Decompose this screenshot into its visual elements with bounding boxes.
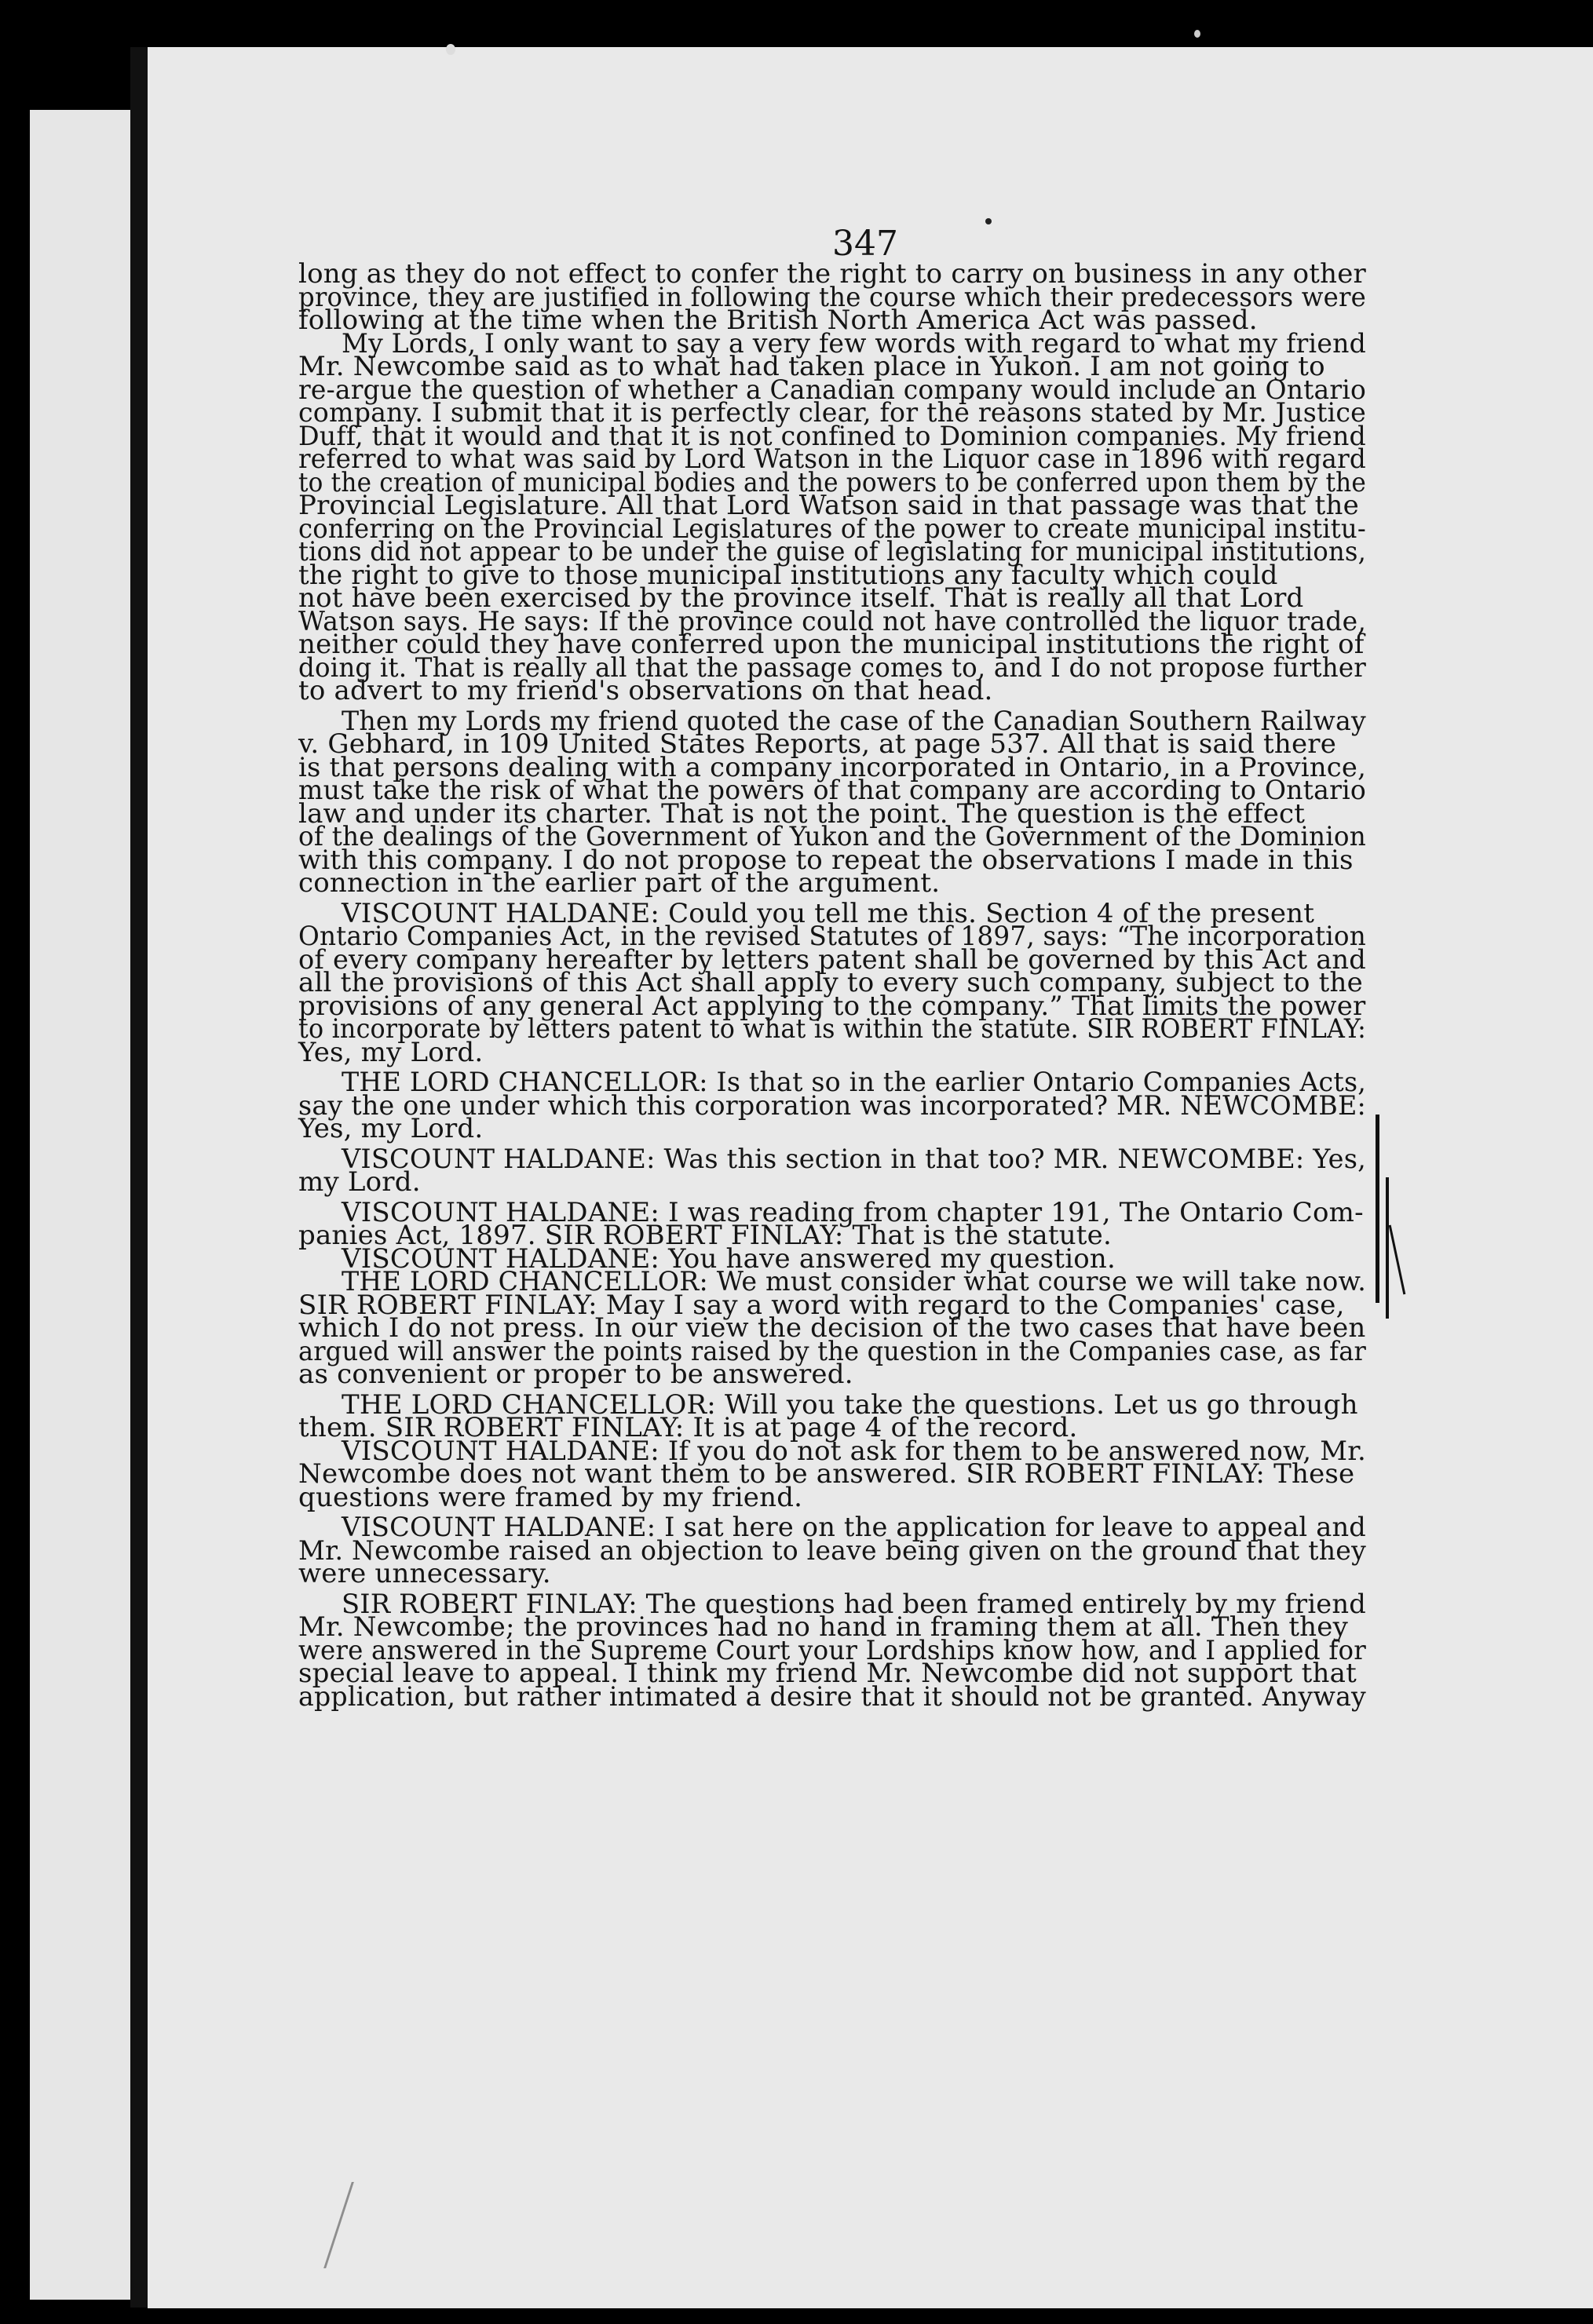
text-line: My Lords, I only want to say a very few words with regard to what my friend: [342, 327, 1366, 359]
text-line: v. Gebhard, in 109 United States Reports, at page 537. All that is said there: [298, 728, 1337, 760]
text-line: company. I submit that it is perfectly clear, for the reasons stated by Mr. Justice: [298, 397, 1366, 429]
text-line: VISCOUNT HALDANE: You have answered my question.: [342, 1242, 1116, 1275]
text-line: THE LORD CHANCELLOR: Will you take the questions. Let us go through: [342, 1388, 1358, 1421]
text-line: long as they do not effect to confer the right to carry on business in any other: [298, 258, 1366, 290]
document-body: [298, 258, 1366, 1713]
text-line: SIR ROBERT FINLAY: The questions had been framed entirely by my friend: [342, 1588, 1366, 1620]
text-line: THE LORD CHANCELLOR: Is that so in the earlier Ontario Companies Acts,: [342, 1067, 1366, 1098]
text-line: Mr. Newcombe raised an objection to leave being given on the ground that they: [298, 1534, 1366, 1567]
text-line: must take the risk of what the powers of that company are according to Ontario: [298, 775, 1366, 806]
text-line: Mr. Newcombe; the provinces had no hand in framing them at all. Then they: [298, 1611, 1349, 1643]
text-line: Watson says. He says: If the province could not have controlled the liquor trade,: [298, 605, 1366, 637]
text-line: the right to give to those municipal institutions any faculty which could: [298, 559, 1278, 591]
text-line: which I do not press. In our view the decision of the two cases that have been: [298, 1312, 1366, 1344]
text-line: were unnecessary.: [298, 1558, 551, 1589]
text-line: not have been exercised by the province itself. That is really all that Lord: [298, 582, 1304, 614]
text-line: all the provisions of this Act shall apply to every such company, subject to the: [298, 967, 1363, 998]
text-line: to the creation of municipal bodies and the powers to be conferred upon them by the: [298, 466, 1366, 498]
text-line: neither could they have conferred upon the municipal institutions the right of: [298, 629, 1365, 660]
text-line: Mr. Newcombe said as to what had taken place in Yukon. I am not going to: [298, 351, 1325, 382]
text-line: with this company. I do not propose to repeat the observations I made in this: [298, 844, 1354, 876]
text-line: province, they are justified in following the course which their predecessors were: [298, 281, 1366, 313]
book-spine-shadow: [130, 47, 148, 2308]
text-line: VISCOUNT HALDANE: I was reading from chapter 191, The Ontario Com-: [342, 1196, 1364, 1228]
text-line: questions were framed by my friend.: [298, 1481, 803, 1513]
text-line: VISCOUNT HALDANE: I sat here on the application for leave to appeal and: [342, 1512, 1366, 1543]
text-line: VISCOUNT HALDANE: Was this section in that too? MR. NEWCOMBE: Yes,: [342, 1143, 1366, 1175]
page-number: 347: [832, 224, 898, 264]
text-line: Yes, my Lord.: [298, 1113, 484, 1144]
text-line: provisions of any general Act applying to the company.” That limits the power: [298, 990, 1366, 1022]
text-line: Newcombe does not want them to be answered. SIR ROBERT FINLAY: These: [298, 1458, 1355, 1490]
text-line: to advert to my friend's observations on that head.: [298, 675, 993, 706]
text-line: panies Act, 1897. SIR ROBERT FINLAY: That is the statute.: [298, 1220, 1112, 1251]
text-line: as convenient or proper to be answered.: [298, 1359, 853, 1390]
text-line: to incorporate by letters patent to what is within the statute. SIR ROBERT FINLAY:: [298, 1013, 1366, 1045]
text-line: connection in the earlier part of the argument.: [298, 867, 941, 899]
text-line: tions did not appear to be under the guise of legislating for municipal institutions,: [298, 536, 1366, 567]
text-line: Provincial Legislature. All that Lord Watson said in that passage was that the: [298, 490, 1359, 521]
text-line: doing it. That is really all that the passage comes to, and I do not propose further: [298, 651, 1366, 684]
text-line: THE LORD CHANCELLOR: We must consider what course we will take now.: [342, 1266, 1366, 1297]
text-line: them. SIR ROBERT FINLAY: It is at page 4 of the record.: [298, 1412, 1078, 1443]
text-line: Then my Lords my friend quoted the case of the Canadian Southern Railway: [342, 705, 1366, 737]
facing-page-edge: [30, 110, 130, 2300]
text-line: special leave to appeal. I think my friend Mr. Newcombe did not support that: [298, 1658, 1357, 1689]
text-line: application, but rather intimated a desire that it should not be granted. Anyway: [298, 1680, 1366, 1713]
text-line: conferring on the Provincial Legislatures of the power to create municipal institu-: [298, 513, 1366, 545]
text-line: Yes, my Lord.: [298, 1036, 484, 1068]
text-line: Duff, that it would and that it is not confined to Dominion companies. My friend: [298, 420, 1366, 452]
text-line: is that persons dealing with a company incorporated in Ontario, in a Province,: [298, 751, 1366, 783]
text-line: referred to what was said by Lord Watson in the Liquor case in 1896 with regard: [298, 443, 1366, 475]
margin-annotation-mark: [1386, 1177, 1389, 1319]
text-line: re-argue the question of whether a Canadian company would include an Ontario: [298, 374, 1366, 406]
text-line: SIR ROBERT FINLAY: May I say a word with regard to the Companies' case,: [298, 1289, 1345, 1321]
page-mark: [985, 218, 992, 224]
text-line: VISCOUNT HALDANE: If you do not ask for them to be answered now, Mr.: [342, 1435, 1366, 1467]
text-line: were answered in the Supreme Court your Lordships know how, and I applied for: [298, 1634, 1366, 1666]
text-line: law and under its charter. That is not the point. The question is the effect: [298, 797, 1306, 830]
text-line: following at the time when the British North America Act was passed.: [298, 305, 1258, 336]
text-line: VISCOUNT HALDANE: Could you tell me this. Section 4 of the present: [342, 897, 1315, 929]
margin-annotation-mark: [1376, 1115, 1379, 1303]
scan-speck: [446, 44, 455, 55]
text-line: Ontario Companies Act, in the revised Statutes of 1897, says: “The incorporation: [298, 921, 1366, 952]
text-line: of every company hereafter by letters patent shall be governed by this Act and: [298, 943, 1366, 976]
scan-speck: [1194, 30, 1200, 38]
text-line: of the dealings of the Government of Yukon and the Government of the Dominion: [298, 821, 1366, 852]
text-line: say the one under which this corporation was incorporated? MR. NEWCOMBE:: [298, 1089, 1366, 1122]
text-line: my Lord.: [298, 1166, 421, 1198]
text-line: argued will answer the points raised by the question in the Companies case, as far: [298, 1335, 1366, 1367]
